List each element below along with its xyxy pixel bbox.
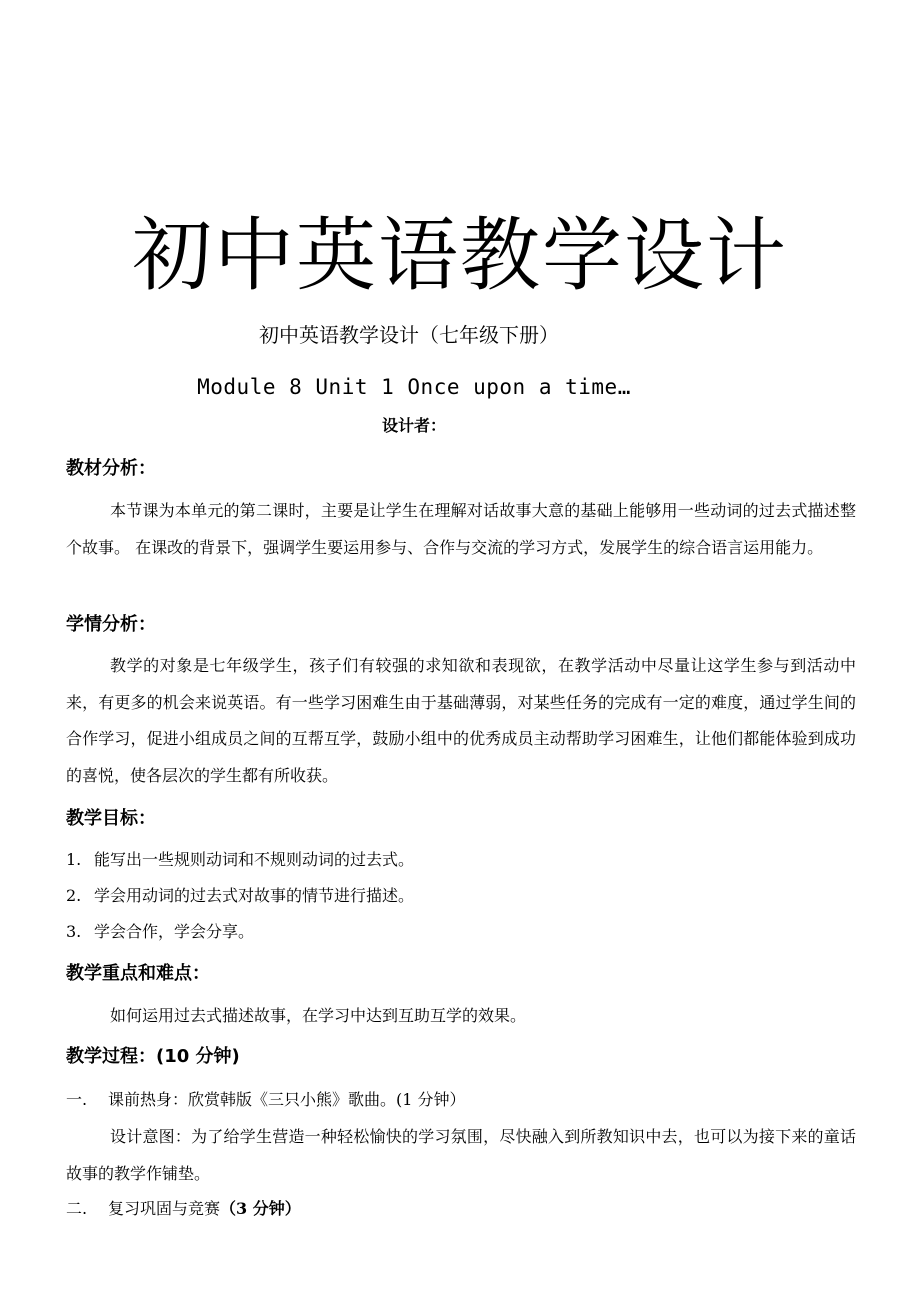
- objective-number: 3.: [66, 922, 82, 941]
- process-step-1-design-intent: 设计意图：为了给学生营造一种轻松愉快的学习氛围，尽快融入到所教知识中去，也可以为接下来的童话故事的教学作铺垫。: [66, 1127, 856, 1183]
- step-duration: （3 分钟）: [220, 1199, 301, 1218]
- step-number: 一.: [66, 1090, 88, 1109]
- objectives-heading: 教学目标：: [66, 808, 156, 829]
- step-text: 复习巩固与竞赛: [108, 1199, 221, 1218]
- document-subtitle: 初中英语教学设计（七年级下册）: [259, 323, 559, 347]
- document-title: 初中英语教学设计: [132, 209, 788, 302]
- objective-item: [66, 848, 414, 872]
- module-line: Module 8 Unit 1 Once upon a time…: [197, 375, 631, 399]
- objective-number: 1.: [66, 850, 82, 869]
- objective-text: 学会合作，学会分享。: [94, 922, 255, 941]
- designer-label: 设计者：: [381, 416, 446, 435]
- step-number: 二.: [66, 1199, 88, 1218]
- objective-number: 2.: [66, 886, 82, 905]
- material-analysis-paragraph: 本节课为本单元的第二课时，主要是让学生在理解对话故事大意的基础上能够用一些动词的过去式描述整个故事。 在课改的背景下，强调学生要运用参与、合作与交流的学习方式，发展学生的综合语言运用能力。: [66, 501, 856, 557]
- objective-text: 学会用动词的过去式对故事的情节进行描述。: [94, 886, 415, 905]
- student-analysis-paragraph: 教学的对象是七年级学生，孩子们有较强的求知欲和表现欲，在教学活动中尽量让这学生参与到活动中来，有更多的机会来说英语。有一些学习困难生由于基础薄弱，对某些任务的完成有一定的难度，通过学生间的合作学习，促进小组成员之间的互帮互学，鼓励小组中的优秀成员主动帮助学习困难生，让他们都能体验到成功的喜悦，使各层次的学生都有所收获。: [66, 656, 856, 785]
- key-points-heading: 教学重点和难点：: [66, 963, 210, 984]
- objective-item: [66, 884, 414, 908]
- objective-item: [66, 920, 254, 944]
- student-analysis-heading: 学情分析：: [66, 614, 156, 635]
- objective-text: 能写出一些规则动词和不规则动词的过去式。: [94, 850, 415, 869]
- process-heading: 教学过程：(10 分钟): [66, 1046, 240, 1067]
- material-analysis-heading: 教材分析：: [66, 458, 156, 479]
- step-text: 课前热身：欣赏韩版《三只小熊》歌曲。(1 分钟）: [108, 1090, 466, 1109]
- key-points-paragraph: 如何运用过去式描述故事，在学习中达到互助互学的效果。: [110, 1006, 527, 1025]
- process-step-2: [66, 1197, 301, 1221]
- process-step-1: [66, 1088, 466, 1112]
